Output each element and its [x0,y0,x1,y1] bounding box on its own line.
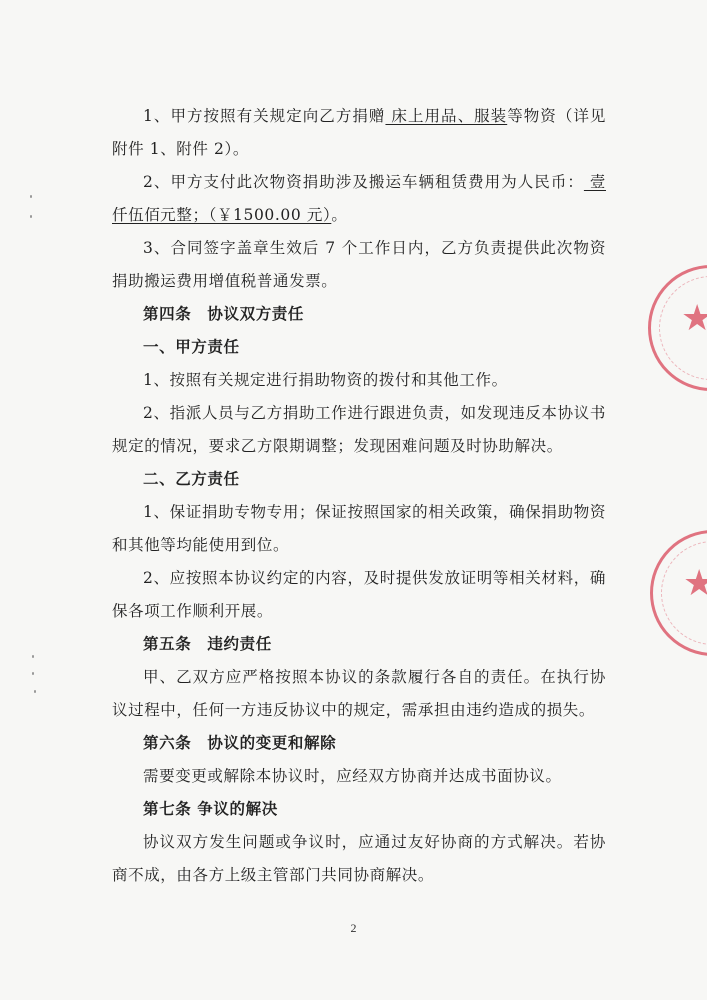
document-body [112,100,606,892]
article-7-heading: 第七条 争议的解决 [143,800,278,818]
party-a-item-1: 1、按照有关规定进行捐助物资的拨付和其他工作。 [143,371,508,389]
scan-mark [34,690,36,693]
article-6-text: 需要变更或解除本协议时，应经双方协商并达成书面协议。 [143,767,562,785]
party-b-heading: 二、乙方责任 [143,470,240,488]
clause-3-item-2: 2、甲方支付此次物资捐助涉及搬运车辆租赁费用为人民币： 壹仟伍佰元整；（￥1500.00 元）。 [112,173,606,224]
article-4-heading: 第四条 协议双方责任 [143,305,305,323]
article-5-heading: 第五条 违约责任 [143,635,272,653]
page-number: 2 [350,921,357,935]
underlined-donation-items: 床上用品、服装 [385,107,508,125]
clause-3-item-1: 1、甲方按照有关规定向乙方捐赠 床上用品、服装等物资（详见附件 1、附件 2）。 [112,107,606,158]
article-6-heading: 第六条 协议的变更和解除 [143,734,337,752]
party-a-heading: 一、甲方责任 [143,338,240,356]
article-5-text: 甲、乙双方应严格按照本协议的条款履行各自的责任。在执行协议过程中，任何一方违反协议中的规定，需承担由违约造成的损失。 [112,668,606,719]
seal-stamp-top [648,265,707,391]
scan-mark [30,215,32,218]
scan-mark [32,655,34,658]
article-7-text: 协议双方发生问题或争议时，应通过友好协商的方式解决。若协商不成，由各方上级主管部门共同协商解决。 [112,833,606,884]
seal-stamp-bottom [650,530,707,656]
party-b-item-1: 1、保证捐助专物专用；保证按照国家的相关政策，确保捐助物资和其他等均能使用到位。 [112,503,606,554]
party-a-item-2: 2、指派人员与乙方捐助工作进行跟进负责，如发现违反本协议书规定的情况，要求乙方限期调整；发现困难问题及时协助解决。 [112,404,606,455]
underlined-amount: 壹仟伍佰元整；（￥1500.00 元） [112,173,606,224]
scan-mark [30,195,32,198]
scan-mark [32,672,34,675]
party-b-item-2: 2、应按照本协议约定的内容，及时提供发放证明等相关材料，确保各项工作顺利开展。 [112,569,606,620]
clause-3-item-3: 3、合同签字盖章生效后 7 个工作日内，乙方负责提供此次物资捐助搬运费用增值税普通发票。 [112,239,606,290]
